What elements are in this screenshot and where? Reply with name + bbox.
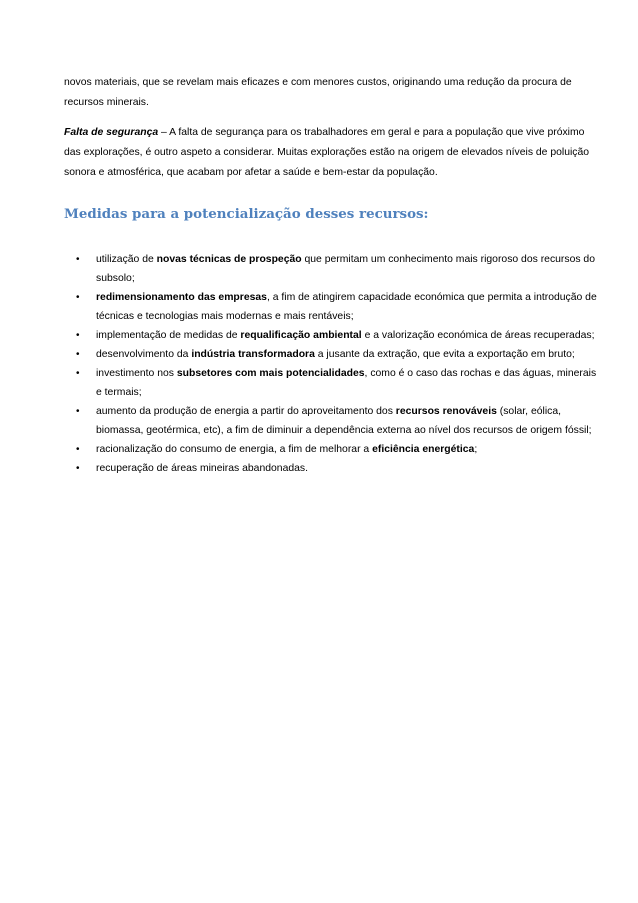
list-item: [0, 459, 600, 478]
item-text-pre: investimento nos: [96, 368, 177, 379]
list-item: [0, 364, 600, 402]
item-text-post: , a fim de atingirem capacidade económica que permita a introdução de técnicas e tecnologias mais modernas e mais rentáveis;: [96, 292, 597, 322]
item-text-bold: indústria transformadora: [191, 349, 315, 360]
paragraph-mineral-demand: [64, 73, 600, 113]
item-text-post: (solar, eólica, biomassa, geotérmica, etc), a fim de diminuir a dependência externa ao nível dos recursos de origem fóssil;: [96, 406, 592, 436]
bullet-icon: •: [76, 292, 80, 303]
item-text-post: que permitam um conhecimento mais rigoroso dos recursos do subsolo;: [96, 254, 595, 284]
item-text-bold: eficiência energética: [372, 444, 475, 455]
item-text-bold: novas técnicas de prospeção: [156, 254, 302, 265]
list-item: [0, 326, 600, 345]
item-text-bold: requalificação ambiental: [240, 330, 362, 341]
item-text-pre: utilização de: [96, 254, 157, 265]
list-item: [0, 402, 600, 440]
item-text-pre: aumento da produção de energia a partir do aproveitamento dos: [96, 406, 396, 417]
item-text-post: e a valorização económica de áreas recuperadas;: [361, 330, 595, 341]
item-text-post: ;: [474, 444, 478, 455]
item-text-bold: subsetores com mais potencialidades: [176, 368, 365, 379]
bullet-icon: •: [76, 349, 80, 360]
measures-list: [0, 250, 638, 478]
section-heading: Medidas para a potencialização desses recursos:: [64, 206, 429, 222]
bullet-icon: •: [76, 406, 80, 417]
item-text-pre: recuperação de áreas mineiras abandonadas.: [96, 463, 308, 474]
bullet-icon: •: [76, 254, 80, 265]
bullet-icon: •: [76, 463, 80, 474]
paragraph-text: – A falta de segurança para os trabalhadores em geral e para a população que vive próximo das explorações, é outro aspeto a considerar. Muitas explorações estão na origem de elevados níveis de poluição sonora e atmosférica, que acabam por afetar a saúde e bem-estar da população.: [64, 127, 590, 178]
paragraph-term: Falta de segurança: [64, 127, 159, 138]
item-text-post: , como é o caso das rochas e das águas, minerais e termais;: [96, 368, 597, 398]
paragraph-safety: [64, 123, 604, 183]
bullet-icon: •: [76, 330, 80, 341]
list-item: [0, 288, 600, 326]
list-item: [0, 345, 600, 364]
bullet-icon: •: [76, 368, 80, 379]
item-text-post: a jusante da extração, que evita a exportação em bruto;: [314, 349, 575, 360]
item-text-pre: implementação de medidas de: [96, 330, 241, 341]
bullet-icon: •: [76, 444, 80, 455]
list-item: [0, 440, 600, 459]
list-item: [0, 250, 600, 288]
item-text-pre: desenvolvimento da: [96, 349, 192, 360]
item-text-bold: recursos renováveis: [395, 406, 497, 417]
item-text-bold: redimensionamento das empresas: [96, 292, 267, 303]
paragraph-text: novos materiais, que se revelam mais eficazes e com menores custos, originando uma redução da procura de recursos minerais.: [64, 77, 572, 108]
item-text-pre: racionalização do consumo de energia, a fim de melhorar a: [96, 444, 373, 455]
